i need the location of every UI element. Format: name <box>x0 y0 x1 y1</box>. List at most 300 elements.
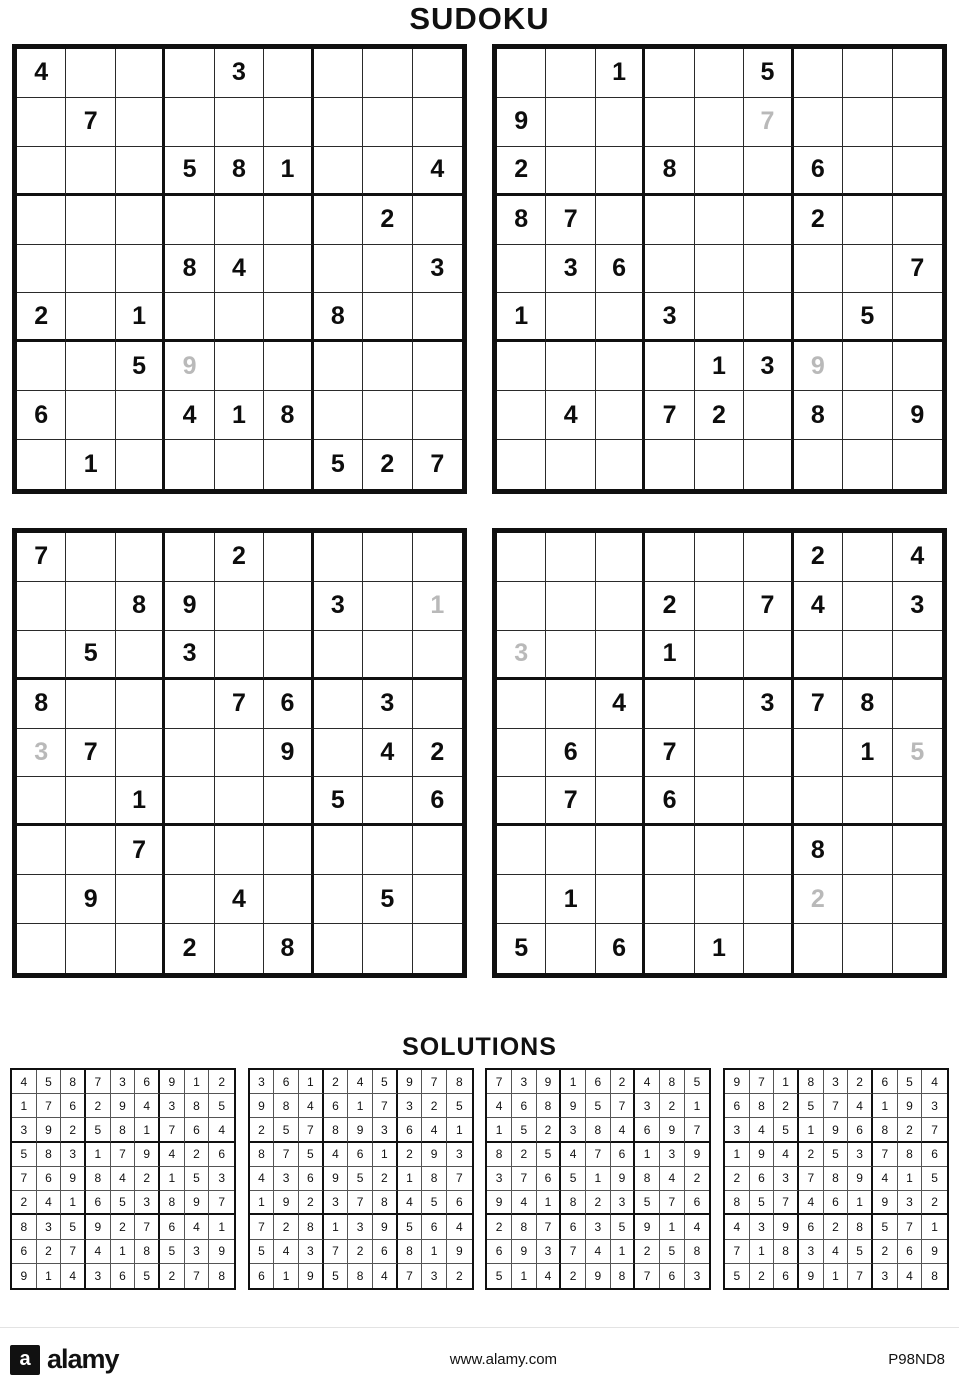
grid-cell[interactable] <box>794 729 843 778</box>
grid-cell[interactable] <box>645 342 694 391</box>
grid-cell[interactable]: 2 <box>848 1070 873 1094</box>
grid-cell[interactable] <box>17 777 66 826</box>
grid-cell[interactable]: 3 <box>497 631 546 680</box>
grid-cell[interactable]: 2 <box>898 1118 923 1142</box>
grid-cell[interactable] <box>596 391 645 440</box>
grid-cell[interactable] <box>645 440 694 489</box>
grid-cell[interactable] <box>116 245 165 294</box>
grid-cell[interactable] <box>546 533 595 582</box>
grid-cell[interactable]: 1 <box>546 875 595 924</box>
grid-cell[interactable] <box>264 777 313 826</box>
grid-cell[interactable]: 1 <box>750 1240 775 1264</box>
grid-cell[interactable]: 2 <box>685 1167 710 1191</box>
grid-cell[interactable]: 7 <box>922 1118 947 1142</box>
grid-cell[interactable] <box>695 826 744 875</box>
grid-cell[interactable]: 9 <box>324 1167 349 1191</box>
grid-cell[interactable]: 5 <box>209 1094 234 1118</box>
grid-cell[interactable] <box>695 533 744 582</box>
grid-cell[interactable]: 9 <box>165 582 214 631</box>
grid-cell[interactable]: 8 <box>314 293 363 342</box>
grid-cell[interactable] <box>794 293 843 342</box>
grid-cell[interactable]: 6 <box>537 1167 562 1191</box>
grid-cell[interactable]: 4 <box>922 1070 947 1094</box>
grid-cell[interactable] <box>17 196 66 245</box>
grid-cell[interactable] <box>893 196 942 245</box>
grid-cell[interactable]: 5 <box>848 1240 873 1264</box>
grid-cell[interactable]: 3 <box>744 342 793 391</box>
grid-cell[interactable]: 5 <box>363 875 412 924</box>
grid-cell[interactable] <box>645 49 694 98</box>
grid-cell[interactable]: 7 <box>160 1118 185 1142</box>
grid-cell[interactable]: 7 <box>250 1215 275 1239</box>
grid-cell[interactable] <box>893 680 942 729</box>
grid-cell[interactable]: 2 <box>455 1268 463 1283</box>
grid-cell[interactable]: 3 <box>546 245 595 294</box>
grid-cell[interactable]: 8 <box>794 391 843 440</box>
grid-cell[interactable]: 1 <box>898 1167 923 1191</box>
grid-cell[interactable] <box>596 533 645 582</box>
grid-cell[interactable] <box>314 924 363 973</box>
grid-cell[interactable] <box>264 875 313 924</box>
grid-cell[interactable]: 1 <box>596 49 645 98</box>
grid-cell[interactable]: 1 <box>373 1143 398 1167</box>
grid-cell[interactable]: 7 <box>430 450 445 479</box>
grid-cell[interactable] <box>363 49 412 98</box>
grid-cell[interactable]: 1 <box>348 1094 373 1118</box>
grid-cell[interactable]: 4 <box>135 1094 160 1118</box>
grid-cell[interactable]: 7 <box>660 1191 685 1215</box>
grid-cell[interactable]: 3 <box>185 1240 210 1264</box>
grid-cell[interactable]: 4 <box>209 1118 234 1142</box>
grid-cell[interactable]: 8 <box>215 147 264 196</box>
grid-cell[interactable]: 2 <box>824 1215 849 1239</box>
grid-cell[interactable]: 5 <box>898 1070 923 1094</box>
grid-cell[interactable]: 1 <box>61 1191 86 1215</box>
grid-cell[interactable]: 3 <box>873 1264 898 1288</box>
grid-cell[interactable] <box>314 680 363 729</box>
grid-cell[interactable]: 8 <box>37 1143 62 1167</box>
grid-cell[interactable]: 9 <box>135 1143 160 1167</box>
grid-cell[interactable] <box>165 777 214 826</box>
grid-cell[interactable]: 7 <box>848 1264 873 1288</box>
grid-cell[interactable] <box>66 342 115 391</box>
grid-cell[interactable] <box>17 440 66 489</box>
grid-cell[interactable]: 7 <box>348 1191 373 1215</box>
grid-cell[interactable]: 5 <box>744 49 793 98</box>
grid-cell[interactable]: 3 <box>348 1215 373 1239</box>
grid-cell[interactable]: 1 <box>215 391 264 440</box>
grid-cell[interactable] <box>744 391 793 440</box>
grid-cell[interactable]: 8 <box>348 1264 373 1288</box>
grid-cell[interactable]: 6 <box>447 1191 472 1215</box>
grid-cell[interactable]: 3 <box>37 1215 62 1239</box>
grid-cell[interactable] <box>17 582 66 631</box>
grid-cell[interactable]: 9 <box>794 342 843 391</box>
grid-cell[interactable]: 7 <box>274 1143 299 1167</box>
grid-cell[interactable]: 8 <box>61 1070 86 1094</box>
grid-cell[interactable]: 9 <box>447 1240 472 1264</box>
grid-cell[interactable]: 3 <box>299 1240 324 1264</box>
grid-cell[interactable] <box>413 196 462 245</box>
grid-cell[interactable]: 1 <box>848 1191 873 1215</box>
grid-cell[interactable]: 4 <box>373 1264 398 1288</box>
grid-cell[interactable] <box>695 49 744 98</box>
grid-cell[interactable]: 8 <box>512 1215 537 1239</box>
grid-cell[interactable]: 6 <box>774 1264 799 1288</box>
grid-cell[interactable]: 9 <box>373 1215 398 1239</box>
grid-cell[interactable] <box>546 342 595 391</box>
grid-cell[interactable]: 9 <box>274 1191 299 1215</box>
grid-cell[interactable]: 8 <box>373 1191 398 1215</box>
grid-cell[interactable] <box>17 826 66 875</box>
grid-cell[interactable] <box>215 440 264 489</box>
grid-cell[interactable]: 2 <box>413 729 462 778</box>
grid-cell[interactable]: 6 <box>824 1191 849 1215</box>
grid-cell[interactable] <box>596 293 645 342</box>
grid-cell[interactable] <box>66 680 115 729</box>
grid-cell[interactable] <box>546 98 595 147</box>
grid-cell[interactable]: 7 <box>398 1264 423 1288</box>
grid-cell[interactable]: 5 <box>12 1143 37 1167</box>
grid-cell[interactable]: 2 <box>209 1070 234 1094</box>
grid-cell[interactable] <box>314 245 363 294</box>
grid-cell[interactable] <box>893 342 942 391</box>
grid-cell[interactable]: 8 <box>497 196 546 245</box>
grid-cell[interactable]: 1 <box>774 1070 799 1094</box>
grid-cell[interactable]: 6 <box>209 1143 234 1167</box>
grid-cell[interactable]: 8 <box>635 1167 660 1191</box>
puzzle-grid-2[interactable] <box>492 44 947 494</box>
grid-cell[interactable] <box>497 582 546 631</box>
grid-cell[interactable] <box>215 293 264 342</box>
grid-cell[interactable] <box>314 391 363 440</box>
grid-cell[interactable]: 2 <box>61 1118 86 1142</box>
grid-cell[interactable]: 8 <box>135 1240 160 1264</box>
grid-cell[interactable]: 6 <box>799 1215 824 1239</box>
grid-cell[interactable]: 4 <box>893 533 942 582</box>
grid-cell[interactable]: 9 <box>61 1167 86 1191</box>
grid-cell[interactable]: 8 <box>750 1094 775 1118</box>
grid-cell[interactable] <box>546 147 595 196</box>
grid-cell[interactable] <box>215 582 264 631</box>
grid-cell[interactable]: 8 <box>685 1240 710 1264</box>
grid-cell[interactable]: 7 <box>66 98 115 147</box>
grid-cell[interactable]: 5 <box>314 777 363 826</box>
grid-cell[interactable]: 7 <box>774 1191 799 1215</box>
grid-cell[interactable]: 4 <box>660 1167 685 1191</box>
grid-cell[interactable] <box>695 582 744 631</box>
grid-cell[interactable] <box>645 98 694 147</box>
grid-cell[interactable]: 1 <box>873 1094 898 1118</box>
grid-cell[interactable]: 9 <box>685 1143 710 1167</box>
grid-cell[interactable]: 6 <box>596 245 645 294</box>
grid-cell[interactable]: 2 <box>922 1191 947 1215</box>
grid-cell[interactable]: 1 <box>116 777 165 826</box>
grid-cell[interactable] <box>497 245 546 294</box>
grid-cell[interactable]: 7 <box>744 98 793 147</box>
grid-cell[interactable]: 5 <box>537 1143 562 1167</box>
grid-cell[interactable]: 4 <box>363 729 412 778</box>
grid-cell[interactable]: 2 <box>274 1215 299 1239</box>
grid-cell[interactable] <box>843 826 892 875</box>
grid-cell[interactable]: 9 <box>898 1094 923 1118</box>
grid-cell[interactable] <box>66 391 115 440</box>
grid-cell[interactable] <box>116 440 165 489</box>
grid-cell[interactable]: 9 <box>264 729 313 778</box>
grid-cell[interactable] <box>794 245 843 294</box>
grid-cell[interactable]: 5 <box>160 1240 185 1264</box>
grid-cell[interactable]: 9 <box>422 1143 447 1167</box>
grid-cell[interactable] <box>215 196 264 245</box>
grid-cell[interactable] <box>66 293 115 342</box>
grid-cell[interactable]: 4 <box>898 1264 923 1288</box>
grid-cell[interactable]: 3 <box>487 1167 512 1191</box>
grid-cell[interactable]: 4 <box>348 1070 373 1094</box>
grid-cell[interactable]: 6 <box>250 1264 275 1288</box>
grid-cell[interactable] <box>645 924 694 973</box>
grid-cell[interactable] <box>645 826 694 875</box>
grid-cell[interactable]: 3 <box>324 1191 349 1215</box>
grid-cell[interactable]: 1 <box>799 1118 824 1142</box>
grid-cell[interactable] <box>546 631 595 680</box>
grid-cell[interactable]: 7 <box>645 391 694 440</box>
grid-cell[interactable] <box>66 826 115 875</box>
grid-cell[interactable]: 6 <box>561 1215 586 1239</box>
grid-cell[interactable] <box>497 875 546 924</box>
grid-cell[interactable]: 3 <box>165 631 214 680</box>
grid-cell[interactable]: 2 <box>750 1264 775 1288</box>
grid-cell[interactable]: 2 <box>799 1143 824 1167</box>
grid-cell[interactable] <box>363 342 412 391</box>
grid-cell[interactable]: 2 <box>422 1094 447 1118</box>
grid-cell[interactable] <box>843 196 892 245</box>
grid-cell[interactable] <box>546 826 595 875</box>
grid-cell[interactable] <box>17 342 66 391</box>
grid-cell[interactable]: 9 <box>774 1215 799 1239</box>
grid-cell[interactable] <box>843 631 892 680</box>
grid-cell[interactable]: 6 <box>898 1240 923 1264</box>
grid-cell[interactable] <box>893 98 942 147</box>
grid-cell[interactable]: 3 <box>373 1118 398 1142</box>
grid-cell[interactable]: 4 <box>596 680 645 729</box>
grid-cell[interactable] <box>264 196 313 245</box>
grid-cell[interactable] <box>264 245 313 294</box>
grid-cell[interactable]: 2 <box>215 533 264 582</box>
grid-cell[interactable]: 9 <box>185 1191 210 1215</box>
grid-cell[interactable]: 2 <box>695 391 744 440</box>
grid-cell[interactable] <box>893 440 942 489</box>
grid-cell[interactable]: 2 <box>160 1264 185 1288</box>
grid-cell[interactable] <box>843 582 892 631</box>
grid-cell[interactable] <box>413 342 462 391</box>
grid-cell[interactable] <box>843 777 892 826</box>
grid-cell[interactable]: 4 <box>873 1167 898 1191</box>
grid-cell[interactable] <box>695 680 744 729</box>
grid-cell[interactable]: 6 <box>160 1215 185 1239</box>
grid-cell[interactable]: 5 <box>893 729 942 778</box>
grid-cell[interactable]: 1 <box>422 1240 447 1264</box>
grid-cell[interactable]: 7 <box>873 1143 898 1167</box>
grid-cell[interactable]: 6 <box>299 1167 324 1191</box>
grid-cell[interactable] <box>264 98 313 147</box>
grid-cell[interactable] <box>363 631 412 680</box>
grid-cell[interactable] <box>413 49 462 98</box>
grid-cell[interactable] <box>215 826 264 875</box>
grid-cell[interactable]: 6 <box>17 391 66 440</box>
grid-cell[interactable] <box>546 680 595 729</box>
grid-cell[interactable] <box>596 582 645 631</box>
grid-cell[interactable] <box>695 293 744 342</box>
grid-cell[interactable]: 8 <box>12 1215 37 1239</box>
grid-cell[interactable]: 5 <box>398 1215 423 1239</box>
grid-cell[interactable]: 3 <box>537 1240 562 1264</box>
grid-cell[interactable] <box>744 729 793 778</box>
grid-cell[interactable] <box>314 533 363 582</box>
grid-cell[interactable]: 4 <box>824 1240 849 1264</box>
grid-cell[interactable]: 7 <box>86 1070 111 1094</box>
grid-cell[interactable] <box>66 49 115 98</box>
grid-cell[interactable] <box>413 826 462 875</box>
grid-cell[interactable] <box>363 245 412 294</box>
grid-cell[interactable]: 1 <box>695 924 744 973</box>
grid-cell[interactable] <box>363 533 412 582</box>
grid-cell[interactable]: 9 <box>348 1118 373 1142</box>
grid-cell[interactable]: 5 <box>165 147 214 196</box>
grid-cell[interactable] <box>546 293 595 342</box>
grid-cell[interactable] <box>314 631 363 680</box>
grid-cell[interactable]: 5 <box>116 342 165 391</box>
grid-cell[interactable] <box>843 98 892 147</box>
grid-cell[interactable]: 2 <box>86 1094 111 1118</box>
grid-cell[interactable] <box>744 245 793 294</box>
grid-cell[interactable] <box>363 826 412 875</box>
grid-cell[interactable]: 6 <box>586 1070 611 1094</box>
grid-cell[interactable]: 3 <box>12 1118 37 1142</box>
grid-cell[interactable]: 6 <box>324 1094 349 1118</box>
grid-cell[interactable]: 8 <box>218 1268 225 1283</box>
grid-cell[interactable] <box>596 440 645 489</box>
grid-cell[interactable]: 6 <box>185 1118 210 1142</box>
grid-cell[interactable]: 4 <box>165 391 214 440</box>
grid-cell[interactable] <box>116 875 165 924</box>
grid-cell[interactable]: 4 <box>215 245 264 294</box>
grid-cell[interactable]: 1 <box>413 582 462 631</box>
grid-cell[interactable]: 7 <box>824 1094 849 1118</box>
grid-cell[interactable] <box>363 293 412 342</box>
grid-cell[interactable]: 2 <box>185 1143 210 1167</box>
grid-cell[interactable]: 2 <box>645 582 694 631</box>
grid-cell[interactable] <box>215 342 264 391</box>
grid-cell[interactable]: 8 <box>324 1118 349 1142</box>
grid-cell[interactable]: 2 <box>373 1167 398 1191</box>
grid-cell[interactable]: 9 <box>824 1118 849 1142</box>
grid-cell[interactable]: 2 <box>165 924 214 973</box>
grid-cell[interactable]: 8 <box>116 582 165 631</box>
grid-cell[interactable] <box>116 631 165 680</box>
grid-cell[interactable] <box>165 729 214 778</box>
grid-cell[interactable]: 9 <box>66 875 115 924</box>
grid-cell[interactable]: 8 <box>264 391 313 440</box>
grid-cell[interactable]: 2 <box>660 1094 685 1118</box>
grid-cell[interactable]: 8 <box>645 147 694 196</box>
grid-cell[interactable]: 8 <box>447 1070 472 1094</box>
grid-cell[interactable] <box>695 777 744 826</box>
grid-cell[interactable]: 7 <box>447 1167 472 1191</box>
grid-cell[interactable]: 8 <box>160 1191 185 1215</box>
grid-cell[interactable] <box>66 924 115 973</box>
grid-cell[interactable]: 4 <box>12 1070 37 1094</box>
grid-cell[interactable]: 3 <box>215 49 264 98</box>
grid-cell[interactable]: 6 <box>487 1240 512 1264</box>
grid-cell[interactable]: 6 <box>111 1264 136 1288</box>
grid-cell[interactable]: 8 <box>586 1118 611 1142</box>
grid-cell[interactable] <box>497 826 546 875</box>
grid-cell[interactable] <box>744 631 793 680</box>
grid-cell[interactable]: 8 <box>274 1094 299 1118</box>
grid-cell[interactable] <box>596 826 645 875</box>
grid-cell[interactable]: 4 <box>398 1191 423 1215</box>
grid-cell[interactable]: 5 <box>373 1070 398 1094</box>
grid-cell[interactable] <box>413 98 462 147</box>
grid-cell[interactable] <box>363 391 412 440</box>
grid-cell[interactable]: 3 <box>799 1240 824 1264</box>
grid-cell[interactable] <box>215 729 264 778</box>
grid-cell[interactable]: 3 <box>250 1070 275 1094</box>
grid-cell[interactable]: 4 <box>111 1167 136 1191</box>
grid-cell[interactable]: 3 <box>447 1143 472 1167</box>
grid-cell[interactable] <box>596 147 645 196</box>
grid-cell[interactable]: 4 <box>324 1143 349 1167</box>
grid-cell[interactable] <box>66 147 115 196</box>
grid-cell[interactable]: 1 <box>695 342 744 391</box>
grid-cell[interactable]: 1 <box>824 1264 849 1288</box>
grid-cell[interactable]: 8 <box>487 1143 512 1167</box>
grid-cell[interactable]: 9 <box>299 1264 324 1288</box>
grid-cell[interactable] <box>264 293 313 342</box>
grid-cell[interactable] <box>744 440 793 489</box>
grid-cell[interactable] <box>165 826 214 875</box>
grid-cell[interactable]: 1 <box>299 1070 324 1094</box>
grid-cell[interactable]: 6 <box>135 1070 160 1094</box>
grid-cell[interactable] <box>744 293 793 342</box>
grid-cell[interactable] <box>165 533 214 582</box>
grid-cell[interactable]: 6 <box>546 729 595 778</box>
grid-cell[interactable]: 5 <box>422 1191 447 1215</box>
grid-cell[interactable] <box>497 391 546 440</box>
grid-cell[interactable]: 9 <box>922 1240 947 1264</box>
grid-cell[interactable]: 7 <box>111 1143 136 1167</box>
grid-cell[interactable]: 6 <box>512 1094 537 1118</box>
puzzle-grid-4[interactable] <box>492 528 947 978</box>
grid-cell[interactable]: 2 <box>398 1143 423 1167</box>
grid-cell[interactable]: 2 <box>111 1215 136 1239</box>
grid-cell[interactable]: 2 <box>611 1070 636 1094</box>
grid-cell[interactable]: 9 <box>848 1167 873 1191</box>
grid-cell[interactable]: 8 <box>799 1070 824 1094</box>
grid-cell[interactable] <box>17 147 66 196</box>
grid-cell[interactable]: 8 <box>843 680 892 729</box>
grid-cell[interactable]: 6 <box>422 1215 447 1239</box>
grid-cell[interactable]: 3 <box>512 1070 537 1094</box>
grid-cell[interactable] <box>165 440 214 489</box>
grid-cell[interactable]: 5 <box>561 1167 586 1191</box>
grid-cell[interactable] <box>893 826 942 875</box>
grid-cell[interactable]: 8 <box>537 1094 562 1118</box>
grid-cell[interactable]: 3 <box>17 729 66 778</box>
grid-cell[interactable] <box>794 49 843 98</box>
grid-cell[interactable] <box>264 582 313 631</box>
grid-cell[interactable] <box>893 49 942 98</box>
